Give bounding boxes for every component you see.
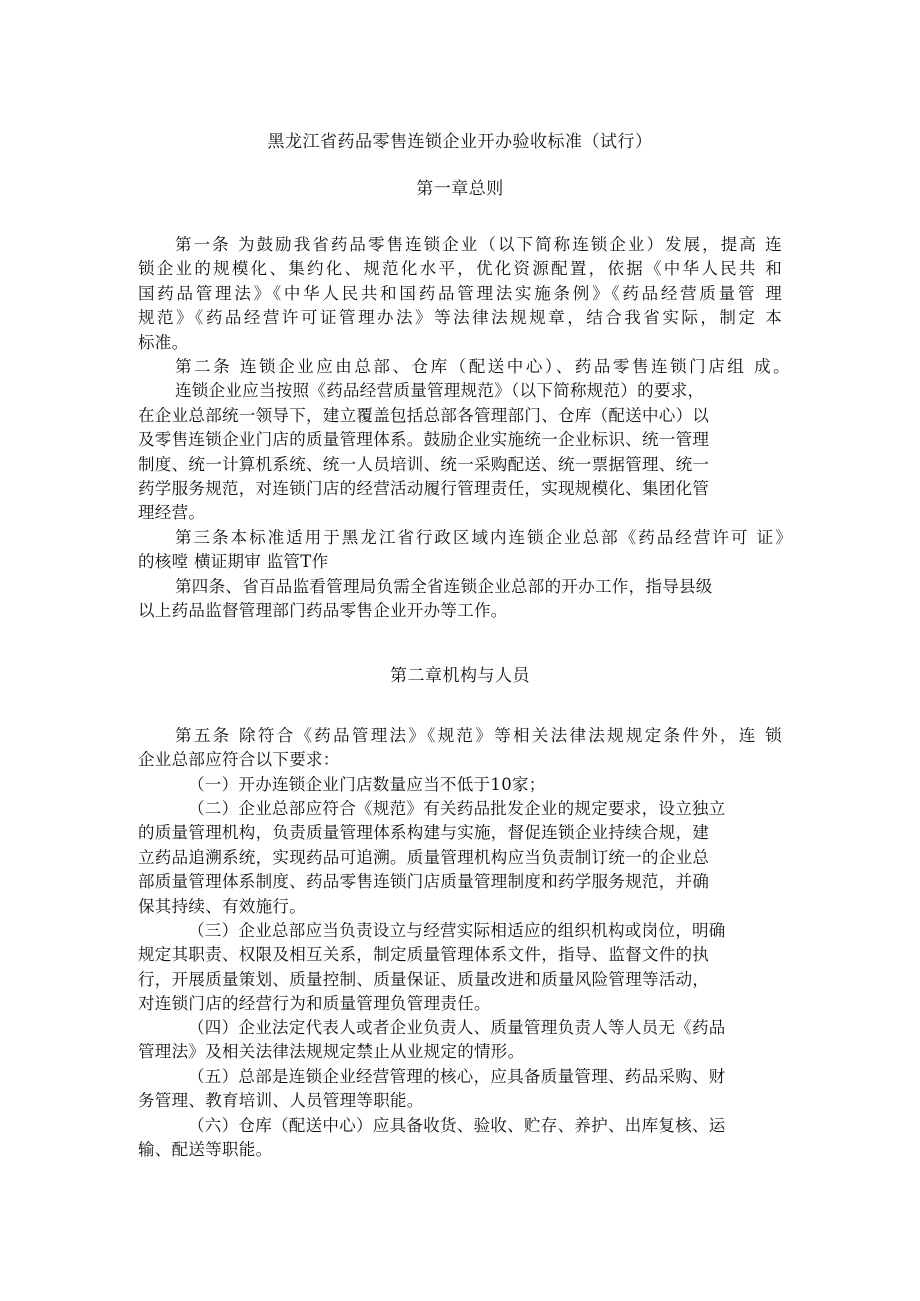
requirement-item-2 <box>138 797 782 919</box>
article-1-line: 锁企业的规模化、集约化、规范化水平，优化资源配置，依据《中华人民共 和 <box>138 259 782 279</box>
article-4 <box>138 575 782 624</box>
requirement-line: 管理法》及相关法律法规规定禁止从业规定的情形。 <box>138 1042 525 1062</box>
requirement-line: （四）企业法定代表人或者企业负责人、质量管理负责人等人员无《药品 <box>188 1018 726 1037</box>
requirement-line: 对连锁门店的经营行为和质量管理负管理责任。 <box>138 994 491 1014</box>
requirement-item-1 <box>138 773 782 797</box>
article-3-line: 的核嘡 横证期审 监管T作 <box>138 552 329 572</box>
article-4-line: 以上药品监督管理部门药品零售企业开办等工作。 <box>138 601 508 621</box>
requirement-line: 务管理、教育培训、人员管理等职能。 <box>138 1091 424 1111</box>
article-3-line: 第三条本标准适用于黑龙江省行政区域内连锁企业总部《药品经营许可 证》 <box>175 528 792 547</box>
article-5-line: 第五条 除符合《药品管理法》《规范》等相关法律法规规定条件外，连 锁 <box>175 726 782 745</box>
requirement-line: 的质量管理机构，负责质量管理体系构建与实施，督促连锁企业持续合规，建 <box>138 823 710 843</box>
article-2-line: 理经营。 <box>138 503 206 523</box>
requirement-item-5 <box>138 1065 782 1114</box>
requirement-line: 保其持续、有效施行。 <box>138 896 306 916</box>
article-2-line: 连锁企业应当按照《药品经营质量管理规范》（以下简称规范）的要求， <box>175 381 705 401</box>
chapter-1-heading: 第一章总则 <box>416 179 504 199</box>
article-2 <box>138 355 790 526</box>
article-1-line: 国药品管理法》《中华人民共和国药品管理法实施条例》《药品经营质量管 理 <box>138 283 782 303</box>
article-5-line: 企业总部应符合以下要求： <box>138 750 340 770</box>
article-1-line: 标准。 <box>138 332 189 352</box>
article-2-line: 第二条 连锁企业应由总部、仓库（配送中心）、药品零售连锁门店组 成。 <box>175 357 790 376</box>
article-2-line: 及零售连锁企业门店的质量管理体系。鼓励企业实施统一企业标识、统一管理 <box>138 430 710 450</box>
requirement-item-6 <box>138 1114 782 1163</box>
requirement-line: 部质量管理体系制度、药品零售连锁门店质量管理制度和药学服务规范，并确 <box>138 872 710 892</box>
article-2-line: 在企业总部统一领导下，建立覆盖包括总部各管理部门、仓库（配送中心）以 <box>138 405 710 425</box>
requirement-line: （三）企业总部应当负责设立与经营实际相适应的组织机构或岗位，明确 <box>188 921 726 940</box>
article-5 <box>138 724 782 773</box>
requirement-item-4 <box>138 1016 782 1065</box>
requirement-line: 行，开展质量策划、质量控制、质量保证、质量改进和质量风险管理等活动， <box>138 969 710 989</box>
article-4-line: 第四条、省百品监看管理局负需全省连锁企业总部的开办工作，指导县级 <box>175 577 713 596</box>
article-2-line: 药学服务规范，对连锁门店的经营活动履行管理责任，实现规模化、集团化管 <box>138 479 710 499</box>
requirement-line: 规定其职责、权限及相互关系，制定质量管理体系文件，指导、监督文件的执 <box>138 945 710 965</box>
requirement-line: （六）仓库（配送中心）应具备收货、验收、贮存、养护、出库复核、运 <box>188 1116 726 1135</box>
article-1-line: 第一条 为鼓励我省药品零售连锁企业（以下简称连锁企业）发展，提高 连 <box>175 235 782 254</box>
article-3 <box>138 526 792 575</box>
chapter-2-heading: 第二章机构与人员 <box>390 666 530 686</box>
article-1 <box>138 233 782 355</box>
document-title: 黑龙江省药品零售连锁企业开办验收标准（试行） <box>267 132 653 152</box>
article-1-line: 规范》《药品经营许可证管理办法》等法律法规规章，结合我省实际，制定 本 <box>138 308 782 328</box>
requirement-item-3 <box>138 919 782 1017</box>
requirement-line: （二）企业总部应符合《规范》有关药品批发企业的规定要求，设立独立 <box>188 799 726 818</box>
article-2-line: 制度、统一计算机系统、统一人员培训、统一采购配送、统一票据管理、统一 <box>138 454 710 474</box>
requirement-line: （一）开办连锁企业门店数量应当不低于10家； <box>188 775 546 794</box>
requirement-line: （五）总部是连锁企业经营管理的核心，应具备质量管理、药品采购、财 <box>188 1067 726 1086</box>
requirement-line: 立药品追溯系统，实现药品可追溯。质量管理机构应当负责制订统一的企业总 <box>138 847 710 867</box>
requirement-line: 输、配送等职能。 <box>138 1140 273 1160</box>
